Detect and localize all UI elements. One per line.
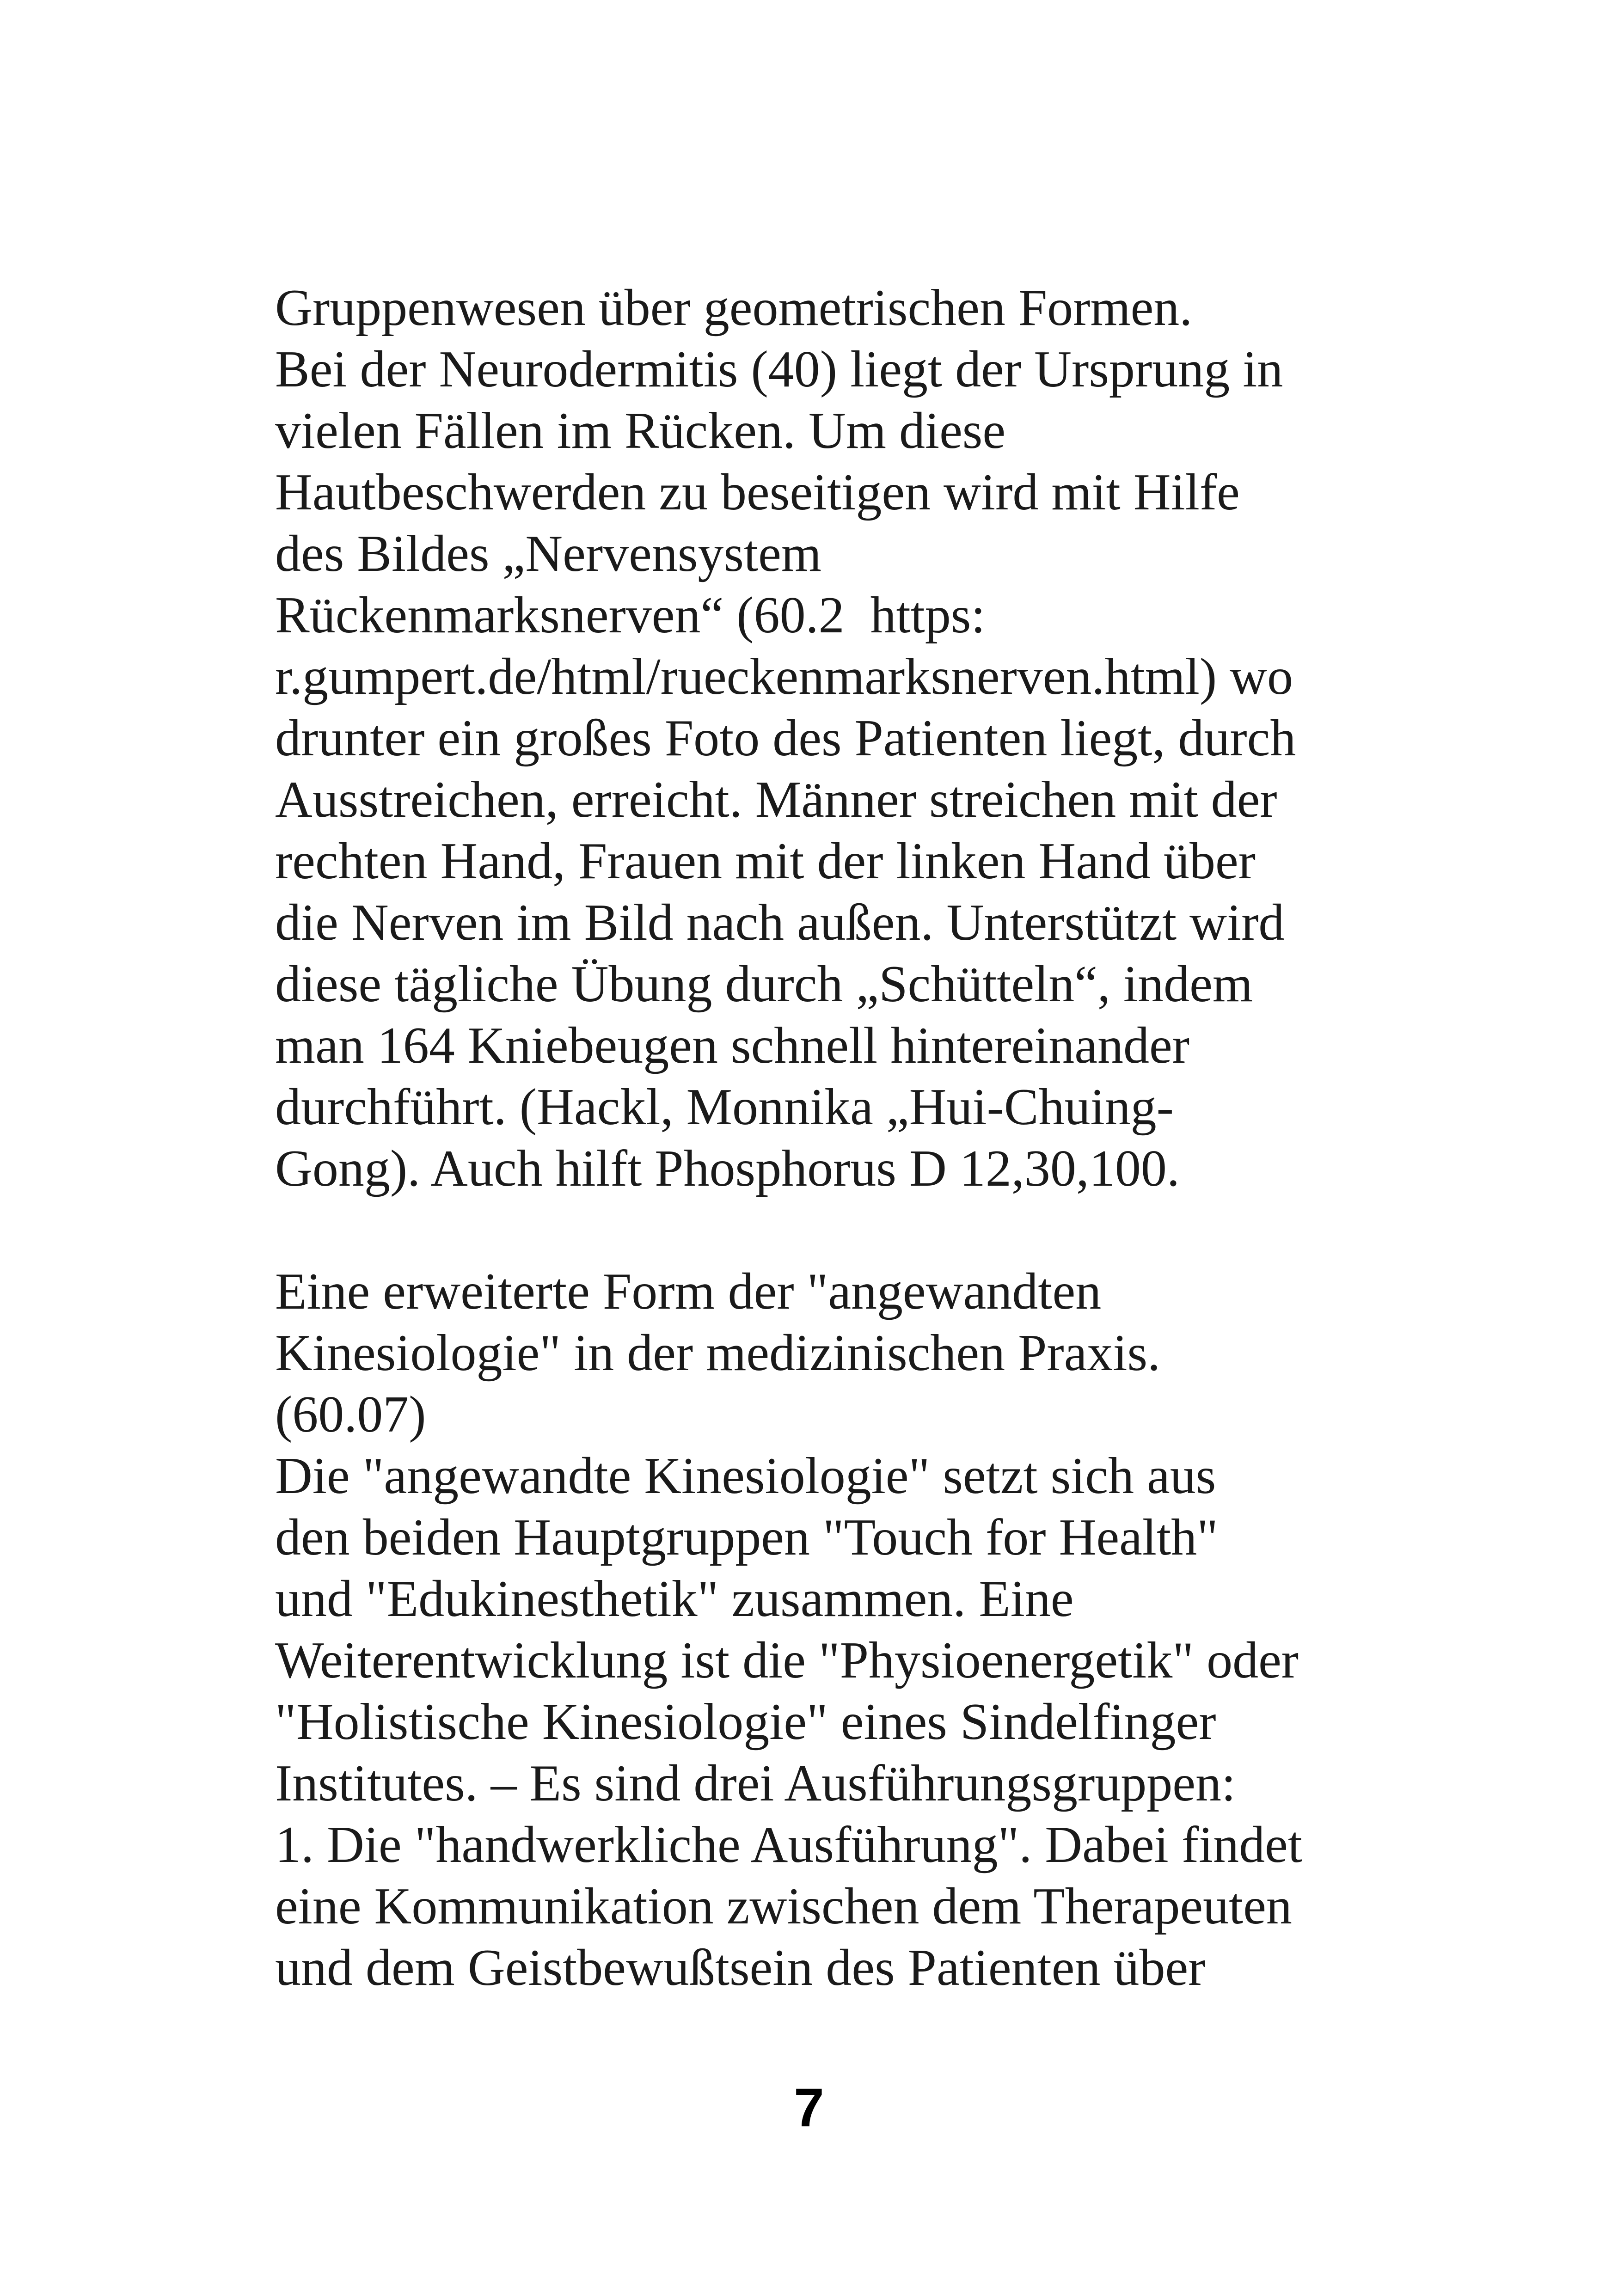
text-line: durchführt. (Hackl, Monnika „Hui-Chuing- — [275, 1078, 1174, 1136]
text-line: Gruppenwesen über geometrischen Formen. — [275, 279, 1193, 337]
text-line: Ausstreichen, erreicht. Männer streichen mit der — [275, 771, 1277, 828]
text-line: rechten Hand, Frauen mit der linken Hand über — [275, 833, 1256, 890]
text-line: die Nerven im Bild nach außen. Unterstützt wird — [275, 894, 1285, 951]
text-line: man 164 Kniebeugen schnell hintereinander — [275, 1017, 1189, 1074]
text-line: drunter ein großes Foto des Patienten liegt, durch — [275, 710, 1296, 767]
text-line: Institutes. – Es sind drei Ausführungsgruppen: — [275, 1755, 1236, 1812]
text-line: und "Edukinesthetik" zusammen. Eine — [275, 1570, 1074, 1628]
text-line: Kinesiologie" in der medizinischen Praxis. — [275, 1324, 1161, 1382]
paragraph-break — [275, 1200, 1394, 1261]
text-line: des Bildes „Nervensystem — [275, 525, 821, 582]
page-number: 7 — [794, 2077, 824, 2138]
text-line: Rückenmarksnerven“ (60.2 https: — [275, 587, 986, 644]
text-line: Gong). Auch hilft Phosphorus D 12,30,100. — [275, 1140, 1180, 1197]
text-line: Bei der Neurodermitis (40) liegt der Ursprung in — [275, 341, 1283, 398]
text-line: Hautbeschwerden zu beseitigen wird mit Hilfe — [275, 464, 1240, 521]
text-line: r.gumpert.de/html/rueckenmarksnerven.html) wo — [275, 648, 1293, 705]
text-line: vielen Fällen im Rücken. Um diese — [275, 402, 1006, 459]
text-line: und dem Geistbewußtsein des Patienten über — [275, 1939, 1206, 1996]
text-line: den beiden Hauptgruppen "Touch for Health" — [275, 1509, 1218, 1566]
text-line: 1. Die "handwerkliche Ausführung". Dabei findet — [275, 1816, 1302, 1874]
text-line: (60.07) — [275, 1386, 426, 1443]
text-line: Die "angewandte Kinesiologie" setzt sich aus — [275, 1447, 1216, 1505]
text-line: diese tägliche Übung durch „Schütteln“, indem — [275, 955, 1253, 1013]
text-line: Weiterentwicklung ist die "Physioenergetik" oder — [275, 1632, 1299, 1689]
body-text — [275, 277, 1394, 1999]
text-line: eine Kommunikation zwischen dem Therapeuten — [275, 1878, 1292, 1935]
text-line: Eine erweiterte Form der "angewandten — [275, 1263, 1102, 1320]
text-line: "Holistische Kinesiologie" eines Sindelfinger — [275, 1693, 1216, 1751]
